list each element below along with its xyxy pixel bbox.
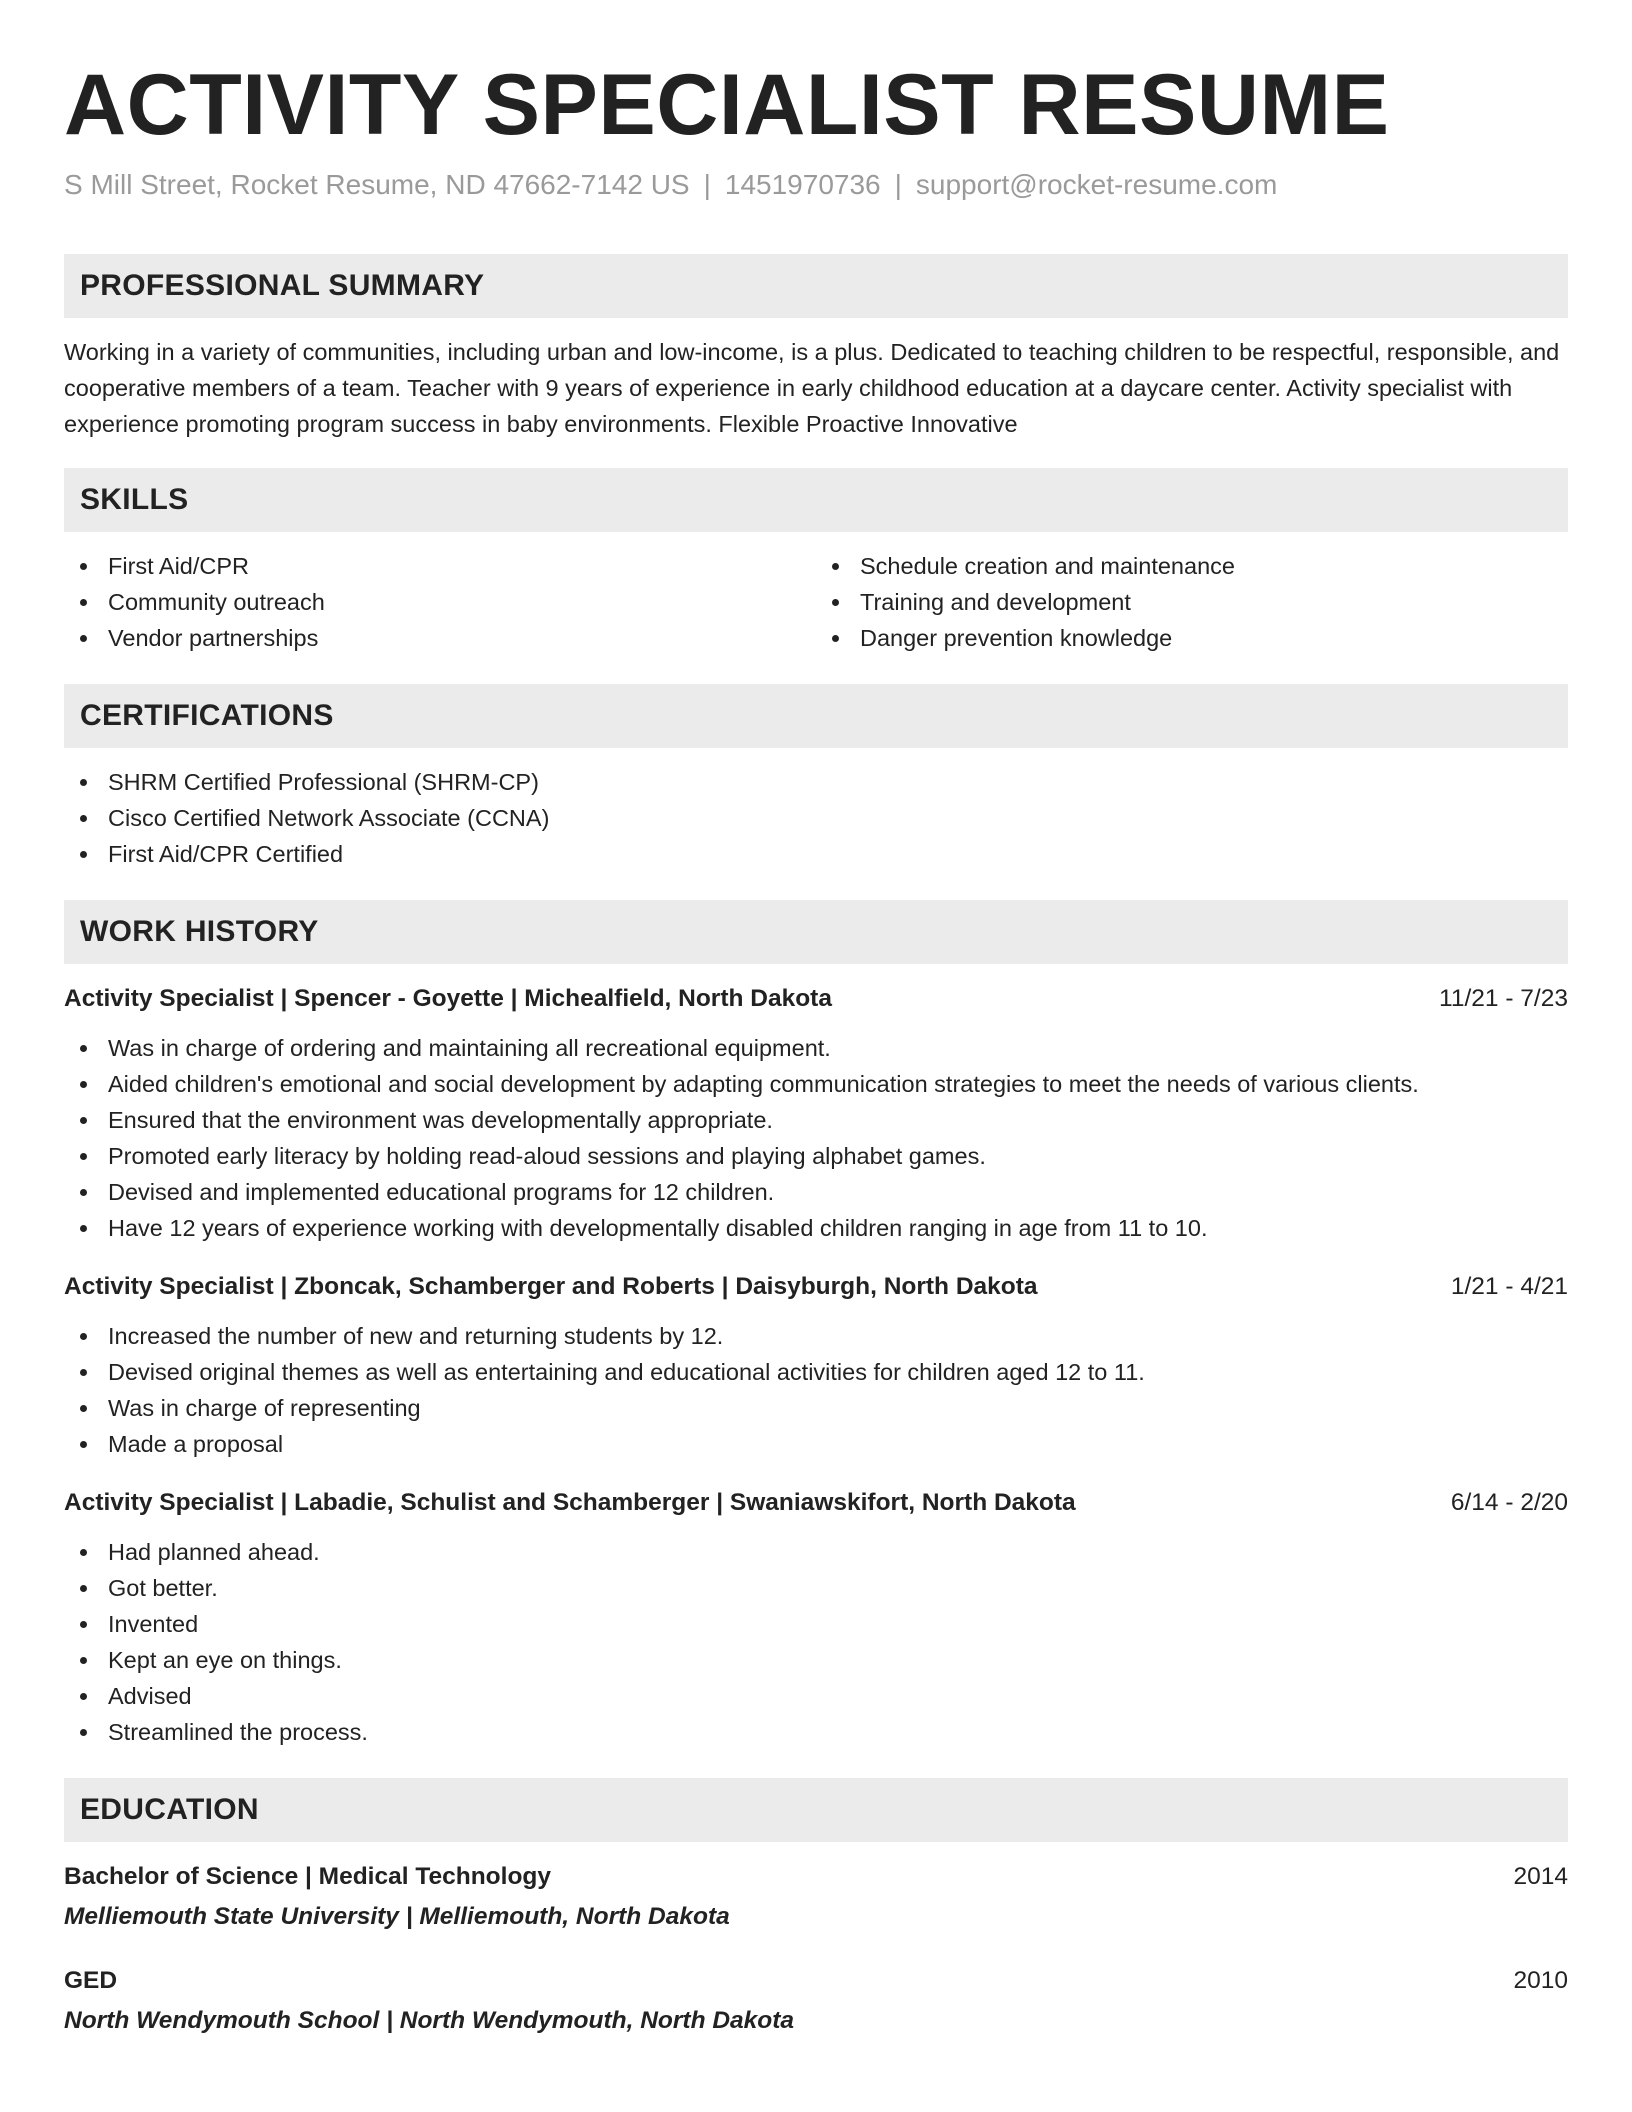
job-entry bbox=[64, 1486, 1568, 1750]
certification-item: SHRM Certified Professional (SHRM-CP) bbox=[64, 764, 1568, 800]
education-degree: GED bbox=[64, 1966, 118, 1994]
job-bullet: Have 12 years of experience working with developmentally disabled children ranging in age from 11 to 10. bbox=[64, 1210, 1568, 1246]
section-header-work-history: WORK HISTORY bbox=[64, 900, 1568, 964]
certification-item: Cisco Certified Network Associate (CCNA) bbox=[64, 800, 1568, 836]
job-bullet: Promoted early literacy by holding read-aloud sessions and playing alphabet games. bbox=[64, 1138, 1568, 1174]
job-bullet: Was in charge of representing bbox=[64, 1390, 1568, 1426]
job-dates: 1/21 - 4/21 bbox=[1450, 1272, 1568, 1300]
section-header-education: EDUCATION bbox=[64, 1778, 1568, 1842]
job-bullet: Was in charge of ordering and maintaining all recreational equipment. bbox=[64, 1030, 1568, 1066]
contact-email: support@rocket-resume.com bbox=[915, 169, 1278, 200]
skill-item: Training and development bbox=[816, 584, 1568, 620]
contact-address: S Mill Street, Rocket Resume, ND 47662-7142 US bbox=[64, 169, 690, 200]
section-header-summary: PROFESSIONAL SUMMARY bbox=[64, 254, 1568, 318]
education-school: Melliemouth State University | Melliemouth, North Dakota bbox=[64, 1902, 730, 1930]
job-title: Activity Specialist | Spencer - Goyette | Michealfield, North Dakota bbox=[64, 984, 832, 1012]
resume-title: ACTIVITY SPECIALIST RESUME bbox=[64, 57, 1390, 153]
skill-item: Community outreach bbox=[64, 584, 816, 620]
education-header bbox=[64, 1860, 1568, 1894]
job-bullet: Devised original themes as well as entertaining and educational activities for children aged 12 to 11. bbox=[64, 1354, 1568, 1390]
skill-item: Vendor partnerships bbox=[64, 620, 816, 656]
certification-item: First Aid/CPR Certified bbox=[64, 836, 1568, 872]
job-dates: 6/14 - 2/20 bbox=[1450, 1488, 1568, 1516]
job-bullet: Invented bbox=[64, 1606, 1568, 1642]
job-entry bbox=[64, 1270, 1568, 1462]
job-entry bbox=[64, 982, 1568, 1246]
job-bullet: Got better. bbox=[64, 1570, 1568, 1606]
job-bullet: Ensured that the environment was developmentally appropriate. bbox=[64, 1102, 1568, 1138]
education-entry bbox=[64, 1964, 1568, 2038]
contact-separator: | bbox=[703, 169, 711, 200]
education-year: 2014 bbox=[1513, 1862, 1568, 1890]
job-bullet: Advised bbox=[64, 1678, 1568, 1714]
skills-column-right bbox=[816, 548, 1568, 656]
contact-line bbox=[64, 168, 1568, 202]
job-bullet-list bbox=[64, 1318, 1568, 1462]
contact-separator: | bbox=[894, 169, 902, 200]
job-title: Activity Specialist | Zboncak, Schamberger and Roberts | Daisyburgh, North Dakota bbox=[64, 1272, 1038, 1300]
job-header bbox=[64, 1270, 1568, 1304]
certification-list bbox=[64, 764, 1568, 872]
contact-phone: 1451970736 bbox=[724, 169, 881, 200]
education-year: 2010 bbox=[1513, 1966, 1568, 1994]
job-bullet: Increased the number of new and returning students by 12. bbox=[64, 1318, 1568, 1354]
job-bullet: Had planned ahead. bbox=[64, 1534, 1568, 1570]
section-header-skills: SKILLS bbox=[64, 468, 1568, 532]
job-bullet: Devised and implemented educational programs for 12 children. bbox=[64, 1174, 1568, 1210]
education-entry bbox=[64, 1860, 1568, 1934]
job-header bbox=[64, 1486, 1568, 1520]
job-title: Activity Specialist | Labadie, Schulist and Schamberger | Swaniawskifort, North Dakota bbox=[64, 1488, 1076, 1516]
job-header bbox=[64, 982, 1568, 1016]
job-bullet: Made a proposal bbox=[64, 1426, 1568, 1462]
skill-item: First Aid/CPR bbox=[64, 548, 816, 584]
education-school: North Wendymouth School | North Wendymouth, North Dakota bbox=[64, 2006, 795, 2034]
education-degree: Bachelor of Science | Medical Technology bbox=[64, 1862, 551, 1890]
skill-item: Schedule creation and maintenance bbox=[816, 548, 1568, 584]
job-bullet-list bbox=[64, 1534, 1568, 1750]
skill-item: Danger prevention knowledge bbox=[816, 620, 1568, 656]
job-dates: 11/21 - 7/23 bbox=[1439, 984, 1568, 1012]
skills-grid bbox=[64, 548, 1568, 656]
education-header bbox=[64, 1964, 1568, 1998]
job-bullet: Kept an eye on things. bbox=[64, 1642, 1568, 1678]
summary-text: Working in a variety of communities, including urban and low-income, is a plus. Dedicated to teaching children to be respectful, responsible, and cooperative members of a team. Teacher with 9 years of experience in early childhood education at a daycare center. Activity specialist with experience promoting program success in baby environments. Flexible Proactive Innovative bbox=[64, 338, 1560, 437]
job-bullet: Aided children's emotional and social development by adapting communication strategies to meet the needs of various clients. bbox=[64, 1066, 1568, 1102]
job-bullet-list bbox=[64, 1030, 1568, 1246]
skills-column-left bbox=[64, 548, 816, 656]
job-bullet: Streamlined the process. bbox=[64, 1714, 1568, 1750]
section-header-certifications: CERTIFICATIONS bbox=[64, 684, 1568, 748]
